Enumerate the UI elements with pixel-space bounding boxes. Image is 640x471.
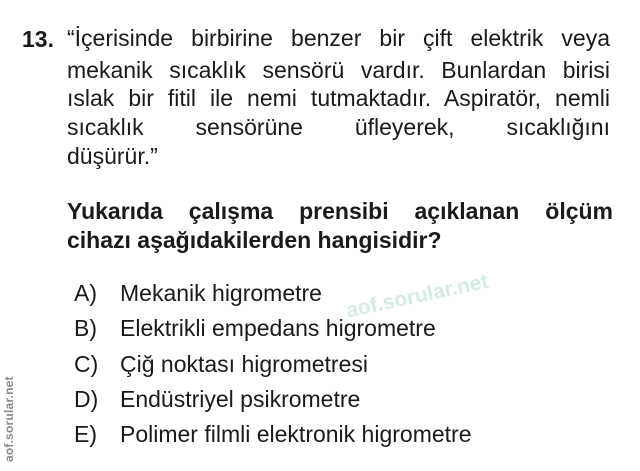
- option-a[interactable]: [74, 278, 322, 308]
- side-watermark: aof.sorular.net: [2, 376, 16, 462]
- prompt-line: Yukarıda çalışma prensibi açıklanan ölçüm: [67, 198, 613, 224]
- stem-line: ıslak bir fitil ile nemi tutmaktadır. Aspiratör, nemli: [67, 85, 610, 111]
- option-letter: C): [74, 351, 99, 377]
- option-letter: A): [74, 280, 97, 306]
- center-watermark: aof.sorular.net: [344, 269, 491, 323]
- option-e[interactable]: [74, 419, 472, 449]
- stem-line: sıcaklık sensörüne üfleyerek, sıcaklığını: [67, 114, 610, 140]
- stem-line: mekanik sıcaklık sensörü vardır. Bunlardan birisi: [67, 57, 610, 83]
- option-text: Polimer filmli elektronik higrometre: [120, 421, 472, 447]
- question-number: 13.: [22, 26, 54, 52]
- option-b[interactable]: [74, 313, 436, 343]
- option-c[interactable]: [74, 349, 368, 379]
- stem-line: düşürür.”: [67, 143, 158, 169]
- option-letter: D): [74, 386, 99, 412]
- option-text: Mekanik higrometre: [120, 280, 322, 306]
- option-text: Çiğ noktası higrometresi: [120, 351, 368, 377]
- option-text: Elektrikli empedans higrometre: [120, 315, 436, 341]
- prompt-line: cihazı aşağıdakilerden hangisidir?: [67, 227, 442, 253]
- option-text: Endüstriyel psikrometre: [120, 386, 361, 412]
- option-d[interactable]: [74, 384, 360, 414]
- stem-line: “İçerisinde birbirine benzer bir çift elektrik veya: [67, 25, 610, 51]
- option-letter: E): [74, 421, 97, 447]
- option-letter: B): [74, 315, 97, 341]
